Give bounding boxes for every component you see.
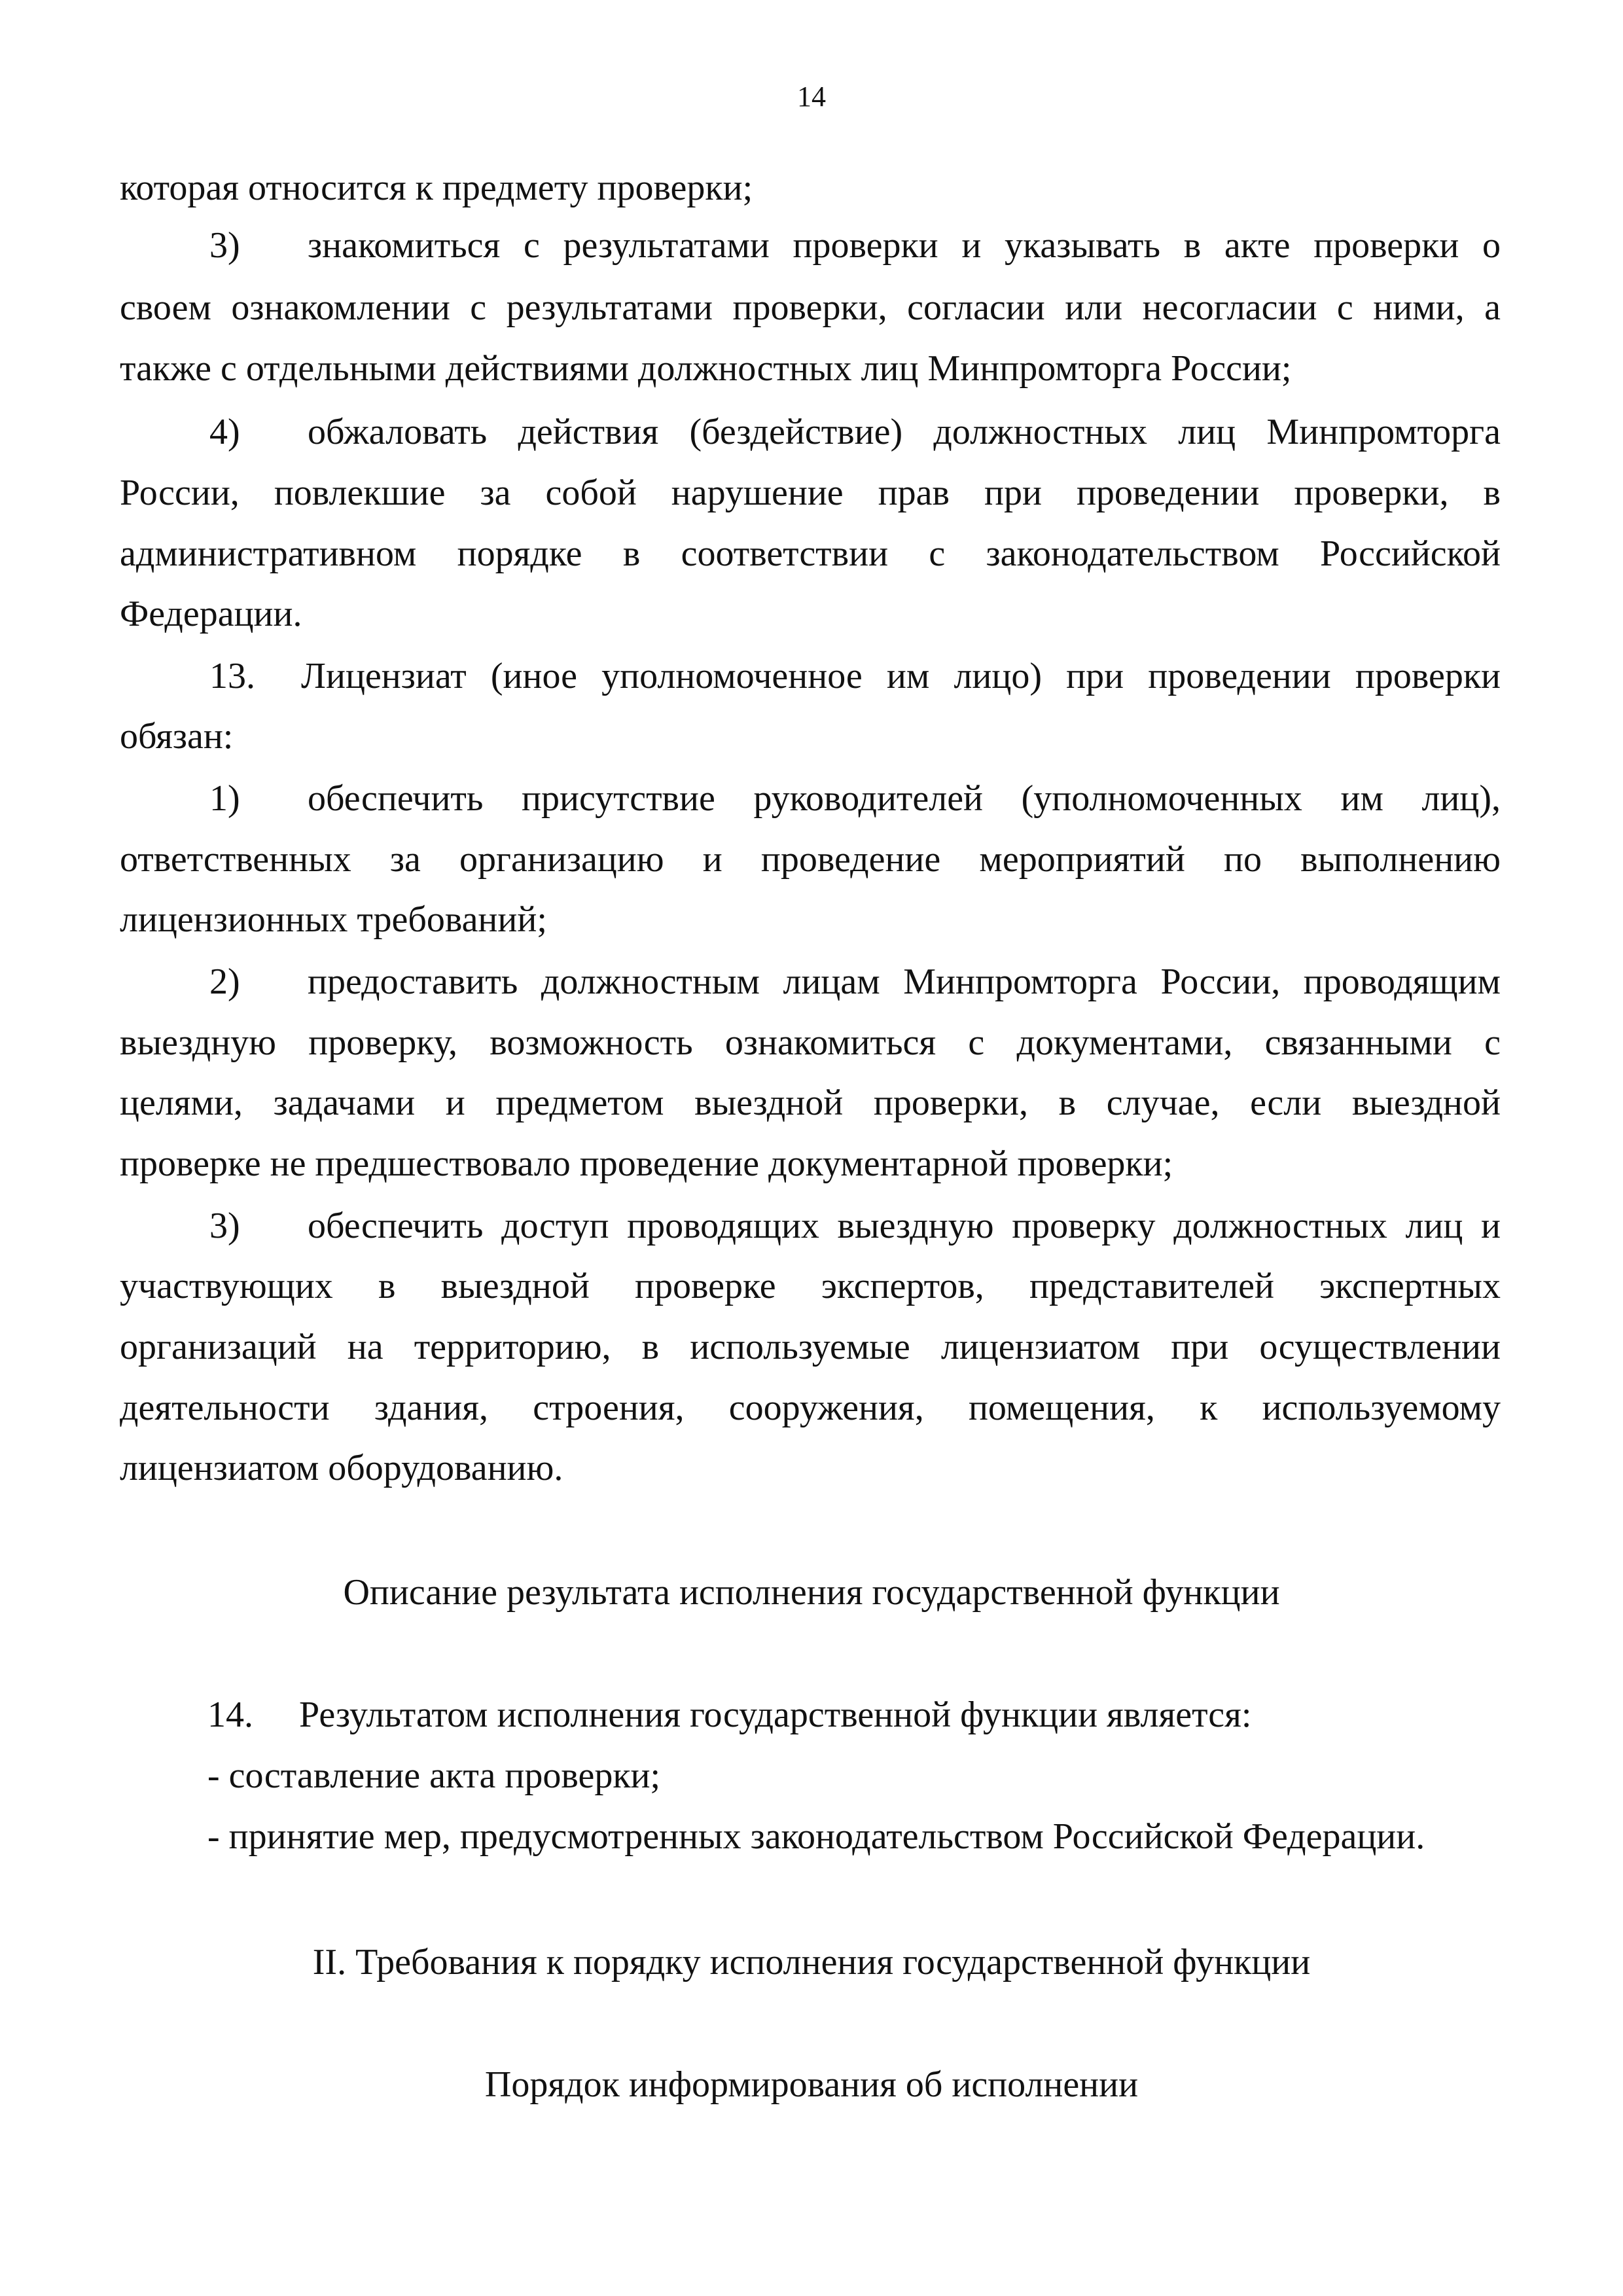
text-line: лицензионных требований; [120, 899, 547, 940]
list-item-2 [209, 956, 1501, 1008]
list-item-1 [209, 772, 1501, 825]
text-line: России, повлекшие за собой нарушение прав при проведении проверки, в [120, 473, 1501, 513]
text-line: деятельности здания, строения, сооружения, помещения, к используемому [120, 1388, 1501, 1428]
text-line: своем ознакомлении с результатами проверки, согласии или несогласии с ними, а [120, 287, 1501, 328]
text-line: проверке не предшествовало проведение документарной проверки; [120, 1143, 1173, 1184]
text-line: предоставить должностным лицам Минпромторга России, проводящим [308, 961, 1501, 1002]
list-item-3 [209, 219, 1501, 272]
text-line: Лицензиат (иное уполномоченное им лицо) при проведении проверки [301, 656, 1501, 696]
list-number: 3) [209, 225, 240, 266]
result-item: - принятие мер, предусмотренных законодательством Российской Федерации. [207, 1816, 1425, 1857]
subsection-heading: Порядок информирования об исполнении [484, 2064, 1139, 2105]
text-line: выездную проверку, возможность ознакомиться с документами, связанными с [120, 1022, 1501, 1063]
clause-13 [209, 650, 1501, 702]
chapter-heading: II. Требования к порядку исполнения государственной функции [312, 1942, 1311, 1982]
text-line: лицензиатом оборудованию. [120, 1448, 563, 1488]
list-item-4 [209, 406, 1501, 458]
text-line: административном порядке в соответствии с законодательством Российской [120, 533, 1501, 574]
list-number: 3) [209, 1206, 240, 1246]
text-line: организаций на территорию, в используемые лицензиатом при осуществлении [120, 1327, 1501, 1367]
text-line: участвующих в выездной проверке экспертов, представителей экспертных [120, 1266, 1501, 1306]
clause-number: 14. [207, 1695, 253, 1735]
text-line: обжаловать действия (бездействие) должностных лиц Минпромторга [308, 412, 1501, 452]
text-line: обязан: [120, 716, 234, 757]
text-line: обеспечить доступ проводящих выездную проверку должностных лиц и [308, 1206, 1501, 1246]
clause-14 [207, 1689, 1501, 1741]
text-line: целями, задачами и предметом выездной проверки, в случае, если выездной [120, 1083, 1501, 1123]
text-line: Федерации. [120, 594, 302, 634]
list-number: 4) [209, 412, 240, 452]
result-item: - составление акта проверки; [207, 1755, 661, 1796]
list-number: 2) [209, 961, 240, 1002]
text-line: ответственных за организацию и проведение мероприятий по выполнению [120, 839, 1501, 880]
text-line: обеспечить присутствие руководителей (уполномоченных им лиц), [308, 778, 1501, 819]
page-number: 14 [797, 81, 826, 113]
text-line: Результатом исполнения государственной функции является: [299, 1695, 1252, 1735]
list-number: 1) [209, 778, 240, 819]
section-heading: Описание результата исполнения государственной функции [343, 1572, 1280, 1613]
clause-number: 13. [209, 656, 255, 696]
list-item-3b [209, 1200, 1501, 1252]
text-line: также с отдельными действиями должностных лиц Минпромторга России; [120, 348, 1292, 389]
text-line: знакомиться с результатами проверки и указывать в акте проверки о [308, 225, 1501, 266]
text-line: которая относится к предмету проверки; [120, 168, 753, 208]
